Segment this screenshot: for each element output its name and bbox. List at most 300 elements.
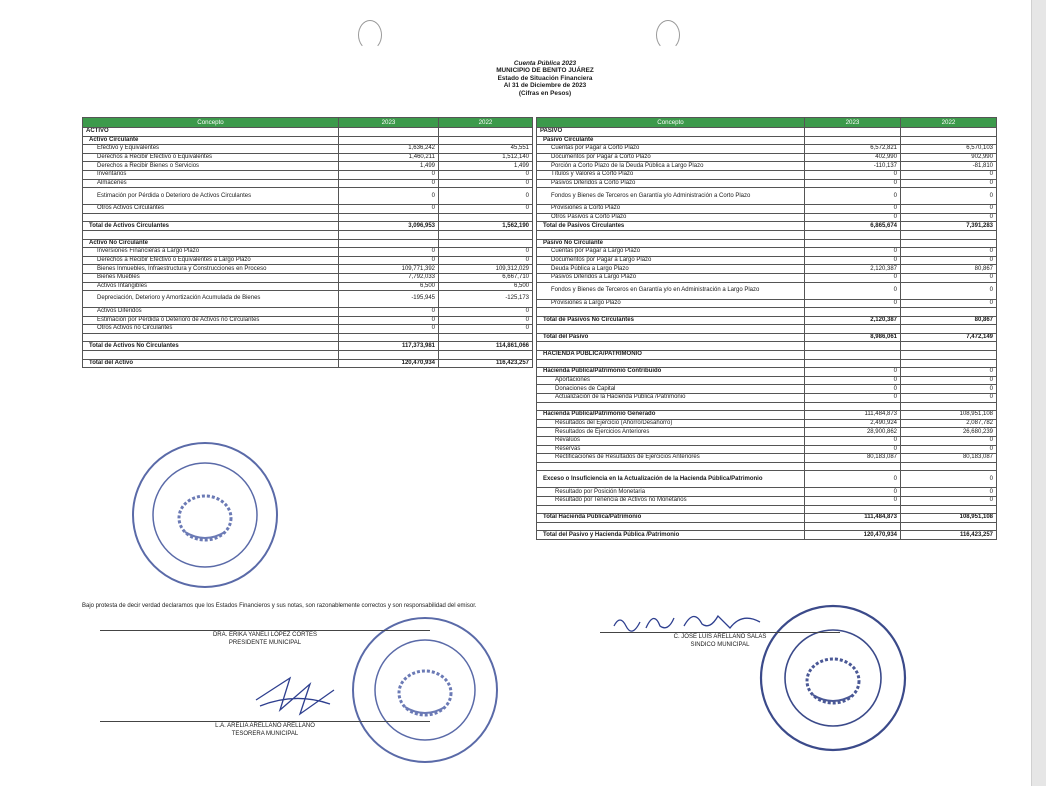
row-value-2023: 120,470,934 [805, 531, 901, 540]
row-value-2022: 0 [901, 376, 997, 385]
row-concept: Estimación por Pérdida o Deterioro de Activos no Circulantes [83, 316, 339, 325]
row-value-2023 [805, 359, 901, 368]
row-value-2022: 0 [901, 488, 997, 497]
row-concept: Activo No Circulante [83, 239, 339, 248]
row-value-2023: 6,572,821 [805, 145, 901, 154]
table-row [537, 437, 997, 446]
assets-table [82, 117, 533, 368]
row-value-2022 [901, 359, 997, 368]
row-value-2022 [901, 239, 997, 248]
row-value-2023 [805, 505, 901, 514]
row-concept: Total Hacienda Pública/Patrimonio [537, 514, 805, 523]
row-concept [537, 342, 805, 351]
table-row [537, 316, 997, 325]
row-concept: Títulos y Valores a Corto Plazo [537, 170, 805, 179]
row-value-2023: 0 [805, 248, 901, 257]
row-value-2022: 0 [439, 248, 533, 257]
table-row [83, 222, 533, 231]
column-header: Concepto [83, 118, 339, 128]
row-value-2023: 0 [805, 496, 901, 505]
table-row [537, 162, 997, 171]
row-value-2023: 1,460,211 [339, 153, 439, 162]
row-value-2023: 0 [805, 179, 901, 188]
row-value-2023: 8,986,061 [805, 333, 901, 342]
table-row [537, 454, 997, 463]
table-row [83, 136, 533, 145]
row-value-2023: 0 [805, 368, 901, 377]
table-row [83, 273, 533, 282]
row-value-2023: 2,490,924 [805, 419, 901, 428]
page-edge [1031, 0, 1046, 786]
row-value-2022: 7,472,149 [901, 333, 997, 342]
punch-hole [656, 20, 680, 50]
document-header [380, 60, 710, 97]
table-row [537, 265, 997, 274]
row-concept: Derechos a Recibir Bienes o Servicios [83, 162, 339, 171]
table-row [537, 471, 997, 488]
table-row [537, 239, 997, 248]
table-row [537, 359, 997, 368]
row-value-2023: 0 [339, 205, 439, 214]
table-row [83, 162, 533, 171]
row-value-2022: 108,951,108 [901, 411, 997, 420]
row-concept: Hacienda Pública/Patrimonio Generado [537, 411, 805, 420]
row-concept: Derechos a Recibir Efectivo o Equivalentes [83, 153, 339, 162]
row-value-2023 [339, 128, 439, 137]
row-value-2023: 7,792,033 [339, 273, 439, 282]
row-value-2022: -81,810 [901, 162, 997, 171]
row-value-2023: 117,373,981 [339, 342, 439, 351]
table-row [83, 188, 533, 205]
row-concept: Cuentas por Pagar a Corto Plazo [537, 145, 805, 154]
row-value-2022 [901, 522, 997, 531]
table-row [83, 170, 533, 179]
table-row [83, 291, 533, 308]
table-row [537, 411, 997, 420]
row-value-2023: 0 [805, 170, 901, 179]
row-value-2022 [439, 128, 533, 137]
row-concept [537, 325, 805, 334]
row-concept: Pasivo Circulante [537, 136, 805, 145]
row-concept: Activos Diferidos [83, 308, 339, 317]
row-concept: Deuda Pública a Largo Plazo [537, 265, 805, 274]
sindico-seal [758, 603, 908, 753]
row-value-2022: 45,551 [439, 145, 533, 154]
column-header: 2023 [339, 118, 439, 128]
row-value-2023: 0 [805, 376, 901, 385]
row-value-2022: 0 [439, 205, 533, 214]
row-value-2022: 0 [901, 205, 997, 214]
sindico-name: C. JOSE LUIS ARELLANO SALAS [673, 634, 767, 640]
presidencia-seal [130, 440, 280, 590]
table-row [537, 376, 997, 385]
row-value-2022: 6,500 [439, 282, 533, 291]
row-value-2023: 0 [805, 445, 901, 454]
row-concept: Bienes Inmuebles, Infraestructura y Construcciones en Proceso [83, 265, 339, 274]
table-row [537, 351, 997, 360]
row-value-2023 [805, 136, 901, 145]
row-value-2022: 0 [439, 170, 533, 179]
row-value-2022: 116,423,257 [901, 531, 997, 540]
table-row [537, 179, 997, 188]
row-value-2022: 26,680,239 [901, 428, 997, 437]
row-value-2023: 0 [805, 488, 901, 497]
row-concept: Resultado por Posición Monetaria [537, 488, 805, 497]
row-value-2022: 1,512,140 [439, 153, 533, 162]
row-concept [537, 522, 805, 531]
table-row [83, 145, 533, 154]
row-concept: Activo Circulante [83, 136, 339, 145]
table-row [537, 256, 997, 265]
row-concept [83, 333, 339, 342]
row-value-2022 [901, 325, 997, 334]
row-value-2022: 2,087,782 [901, 419, 997, 428]
row-value-2022 [439, 239, 533, 248]
row-value-2023: 1,499 [339, 162, 439, 171]
table-row [537, 325, 997, 334]
row-value-2022: 902,990 [901, 153, 997, 162]
table-row [83, 230, 533, 239]
row-concept: Inventarios [83, 170, 339, 179]
table-row [537, 488, 997, 497]
row-concept: Provisiones a Largo Plazo [537, 299, 805, 308]
row-value-2023: 0 [805, 385, 901, 394]
table-row [537, 419, 997, 428]
row-concept: Otros Pasivos a Corto Plazo [537, 213, 805, 222]
row-value-2023: 1,636,242 [339, 145, 439, 154]
row-value-2023: 402,990 [805, 153, 901, 162]
row-concept: Bienes Muebles [83, 273, 339, 282]
row-value-2023: 80,183,087 [805, 454, 901, 463]
column-header: Concepto [537, 118, 805, 128]
table-row [83, 325, 533, 334]
table-row [537, 333, 997, 342]
row-value-2023 [805, 522, 901, 531]
row-value-2023: 109,771,392 [339, 265, 439, 274]
row-value-2022: 0 [439, 325, 533, 334]
row-concept [83, 213, 339, 222]
header-line: Al 31 de Diciembre de 2023 [503, 82, 587, 90]
row-value-2023: 0 [805, 299, 901, 308]
row-value-2023: 0 [339, 325, 439, 334]
table-row [537, 222, 997, 231]
row-concept: Total de Activos No Circulantes [83, 342, 339, 351]
row-value-2023: 0 [805, 471, 901, 488]
table-row [537, 308, 997, 317]
row-value-2022 [901, 136, 997, 145]
row-value-2023: 0 [805, 394, 901, 403]
row-value-2023: 0 [805, 205, 901, 214]
table-row [83, 248, 533, 257]
row-value-2023: 0 [805, 282, 901, 299]
row-concept: Porción a Corto Plazo de la Deuda Pública a Largo Plazo [537, 162, 805, 171]
row-concept [537, 359, 805, 368]
row-concept: Resultados del Ejercicio (Ahorro/Desahorro) [537, 419, 805, 428]
row-concept: Total de Activos Circulantes [83, 222, 339, 231]
row-value-2023: 111,484,873 [805, 514, 901, 523]
row-value-2023 [805, 308, 901, 317]
row-value-2022 [901, 351, 997, 360]
row-value-2023: -195,945 [339, 291, 439, 308]
row-value-2022 [901, 128, 997, 137]
table-row [83, 128, 533, 137]
row-concept: Total del Pasivo [537, 333, 805, 342]
header-line: (Cifras en Pesos) [518, 89, 572, 97]
table-row [537, 445, 997, 454]
row-concept: Activos Intangibles [83, 282, 339, 291]
table-row [537, 170, 997, 179]
row-concept: Otros Activos Circulantes [83, 205, 339, 214]
liabilities-table [536, 117, 997, 540]
table-row [537, 153, 997, 162]
table-row [537, 462, 997, 471]
row-value-2023: 0 [339, 170, 439, 179]
row-value-2023: 2,120,387 [805, 265, 901, 274]
table-row [537, 402, 997, 411]
row-concept: Efectivo y Equivalentes [83, 145, 339, 154]
row-concept [537, 230, 805, 239]
row-concept: Donaciones de Capital [537, 385, 805, 394]
row-concept: Depreciación, Deterioro y Amortización Acumulada de Bienes [83, 291, 339, 308]
row-concept [537, 505, 805, 514]
row-value-2023: 120,470,934 [339, 359, 439, 368]
row-concept [537, 308, 805, 317]
sindico-title: SINDICO MUNICIPAL [690, 642, 750, 648]
row-concept: Exceso o Insuficiencia en la Actualización de la Hacienda Pública/Patrimonio [537, 471, 805, 488]
row-concept: Pasivos Diferidos a Corto Plazo [537, 179, 805, 188]
sindico-signature-block [600, 632, 840, 649]
row-concept: Total de Pasivos Circulantes [537, 222, 805, 231]
row-value-2023: 28,900,862 [805, 428, 901, 437]
row-value-2022: 1,562,190 [439, 222, 533, 231]
row-value-2022 [901, 230, 997, 239]
table-row [537, 128, 997, 137]
protest-statement: Bajo protesta de decir verdad declaramos que los Estados Financieros y sus notas, son razonablemente correctos y son responsabilidad del emisor. [82, 603, 477, 609]
table-row [537, 496, 997, 505]
row-value-2023 [805, 351, 901, 360]
row-concept: Provisiones a Corto Plazo [537, 205, 805, 214]
row-concept [537, 402, 805, 411]
row-value-2023: 0 [339, 308, 439, 317]
table-row [537, 428, 997, 437]
row-value-2023: 6,500 [339, 282, 439, 291]
row-value-2022 [439, 136, 533, 145]
row-value-2023 [805, 325, 901, 334]
table-row [83, 308, 533, 317]
row-value-2022: 0 [901, 496, 997, 505]
row-concept: Resultados de Ejercicios Anteriores [537, 428, 805, 437]
table-row [537, 394, 997, 403]
row-concept: Fondos y Bienes de Terceros en Garantía y/o en Administración a Largo Plazo [537, 282, 805, 299]
tesorera-name: L.A. ARELIA ARELLANO ARELLANO [215, 723, 315, 729]
row-value-2022: 0 [901, 248, 997, 257]
header-line: Cuenta Pública 2023 [513, 60, 577, 67]
row-value-2023: 3,096,953 [339, 222, 439, 231]
column-header: 2022 [439, 118, 533, 128]
row-concept: Fondos y Bienes de Terceros en Garantía y/o Administración a Corto Plazo [537, 188, 805, 205]
row-value-2023 [339, 136, 439, 145]
row-value-2022: 109,312,029 [439, 265, 533, 274]
table-row [537, 273, 997, 282]
row-value-2022 [439, 230, 533, 239]
row-value-2023 [805, 239, 901, 248]
row-value-2022: 0 [439, 316, 533, 325]
table-row [537, 522, 997, 531]
row-value-2022: 0 [901, 385, 997, 394]
row-value-2022 [901, 308, 997, 317]
row-value-2022 [439, 351, 533, 360]
row-concept: ACTIVO [83, 128, 339, 137]
table-row [537, 188, 997, 205]
row-concept: Total del Pasivo y Hacienda Pública /Patrimonio [537, 531, 805, 540]
row-concept: Almacenes [83, 179, 339, 188]
row-value-2023: 0 [339, 248, 439, 257]
table-row [537, 230, 997, 239]
table-row [83, 342, 533, 351]
row-value-2023: 0 [805, 273, 901, 282]
president-title: PRESIDENTE MUNICIPAL [228, 640, 302, 646]
table-row [83, 205, 533, 214]
row-value-2022: 0 [901, 273, 997, 282]
row-value-2023: 2,120,387 [805, 316, 901, 325]
row-value-2022: 0 [901, 445, 997, 454]
table-row [537, 514, 997, 523]
table-row [83, 265, 533, 274]
table-row [537, 505, 997, 514]
row-value-2022: 1,499 [439, 162, 533, 171]
table-row [83, 359, 533, 368]
row-value-2023 [339, 213, 439, 222]
row-value-2022: 0 [439, 308, 533, 317]
table-row [537, 531, 997, 540]
row-value-2022: 80,867 [901, 316, 997, 325]
table-row [537, 205, 997, 214]
row-value-2022 [901, 505, 997, 514]
row-value-2022: 0 [439, 256, 533, 265]
row-value-2023 [339, 333, 439, 342]
row-value-2022: 0 [901, 256, 997, 265]
row-concept: Derechos a Recibir Efectivo o Equivalentes a Largo Plazo [83, 256, 339, 265]
row-concept [537, 462, 805, 471]
row-value-2023: 0 [805, 437, 901, 446]
row-value-2022: 0 [901, 188, 997, 205]
row-value-2023 [805, 342, 901, 351]
row-concept: Inversiones Financieras a Largo Plazo [83, 248, 339, 257]
tesorera-title: TESORERA MUNICIPAL [231, 731, 299, 737]
tesorera-signature [250, 670, 340, 720]
header-line: Estado de Situación Financiera [497, 74, 593, 82]
table-row [537, 213, 997, 222]
row-value-2022: 0 [901, 179, 997, 188]
row-concept: Pasivo No Circulante [537, 239, 805, 248]
row-concept: Actualización de la Hacienda Pública /Patrimonio [537, 394, 805, 403]
row-value-2022: -125,173 [439, 291, 533, 308]
column-header: 2022 [901, 118, 997, 128]
row-value-2022: 0 [439, 179, 533, 188]
header-line: MUNICIPIO DE BENITO JUÁREZ [496, 67, 594, 75]
row-value-2023: 0 [339, 179, 439, 188]
row-value-2023: 0 [805, 213, 901, 222]
table-row [537, 145, 997, 154]
row-value-2023 [339, 230, 439, 239]
row-concept: Aportaciones [537, 376, 805, 385]
row-concept: Total de Pasivos No Circulantes [537, 316, 805, 325]
table-row [537, 299, 997, 308]
row-value-2022: 80,867 [901, 265, 997, 274]
table-row [537, 385, 997, 394]
table-row [83, 282, 533, 291]
row-value-2022: 0 [901, 213, 997, 222]
row-value-2022: 0 [901, 394, 997, 403]
row-value-2022: 0 [901, 471, 997, 488]
row-value-2023: 0 [805, 188, 901, 205]
row-value-2022: 0 [901, 368, 997, 377]
table-row [83, 239, 533, 248]
row-value-2023 [805, 462, 901, 471]
row-value-2022 [901, 462, 997, 471]
row-value-2022: 6,570,103 [901, 145, 997, 154]
row-value-2023: -110,137 [805, 162, 901, 171]
row-value-2023: 111,484,873 [805, 411, 901, 420]
table-row [83, 179, 533, 188]
row-concept: Documentos por Pagar a Corto Plazo [537, 153, 805, 162]
row-value-2023: 0 [805, 256, 901, 265]
table-row [537, 136, 997, 145]
row-concept: Pasivos Diferidos a Largo Plazo [537, 273, 805, 282]
row-value-2023 [339, 351, 439, 360]
row-value-2022 [901, 402, 997, 411]
table-row [83, 213, 533, 222]
table-row [83, 153, 533, 162]
row-value-2022: 0 [439, 188, 533, 205]
president-name: DRA. ERIKA YANELI LÓPEZ CORTES [212, 632, 318, 638]
row-concept: Total del Activo [83, 359, 339, 368]
row-value-2023 [805, 402, 901, 411]
row-value-2023: 0 [339, 188, 439, 205]
row-concept: Resultado por Tenencia de Activos no Monetarios [537, 496, 805, 505]
row-concept: HACIENDA PÚBLICA/PATRIMONIO [537, 351, 805, 360]
table-row [83, 316, 533, 325]
row-concept: Reservas [537, 445, 805, 454]
row-concept: Estimación por Pérdida o Deterioro de Activos Circulantes [83, 188, 339, 205]
row-value-2022: 114,861,066 [439, 342, 533, 351]
row-value-2022: 7,391,283 [901, 222, 997, 231]
row-value-2022: 6,667,710 [439, 273, 533, 282]
row-concept: Cuentas por Pagar a Largo Plazo [537, 248, 805, 257]
column-header: 2023 [805, 118, 901, 128]
president-signature-block [100, 630, 430, 647]
row-value-2022: 108,951,108 [901, 514, 997, 523]
row-value-2023 [339, 239, 439, 248]
row-concept: Revalúos [537, 437, 805, 446]
row-concept: PASIVO [537, 128, 805, 137]
table-row [83, 256, 533, 265]
row-concept [83, 351, 339, 360]
row-value-2022: 0 [901, 170, 997, 179]
tesorera-signature-block [100, 721, 430, 738]
row-value-2022: 0 [901, 437, 997, 446]
row-value-2023: 6,865,674 [805, 222, 901, 231]
row-concept: Rectificaciones de Resultados de Ejercicios Anteriores [537, 454, 805, 463]
row-value-2023: 0 [339, 316, 439, 325]
table-row [83, 351, 533, 360]
row-concept [83, 230, 339, 239]
row-value-2022: 116,423,257 [439, 359, 533, 368]
table-row [537, 248, 997, 257]
table-row [537, 282, 997, 299]
row-value-2022 [439, 333, 533, 342]
row-value-2022: 0 [901, 299, 997, 308]
